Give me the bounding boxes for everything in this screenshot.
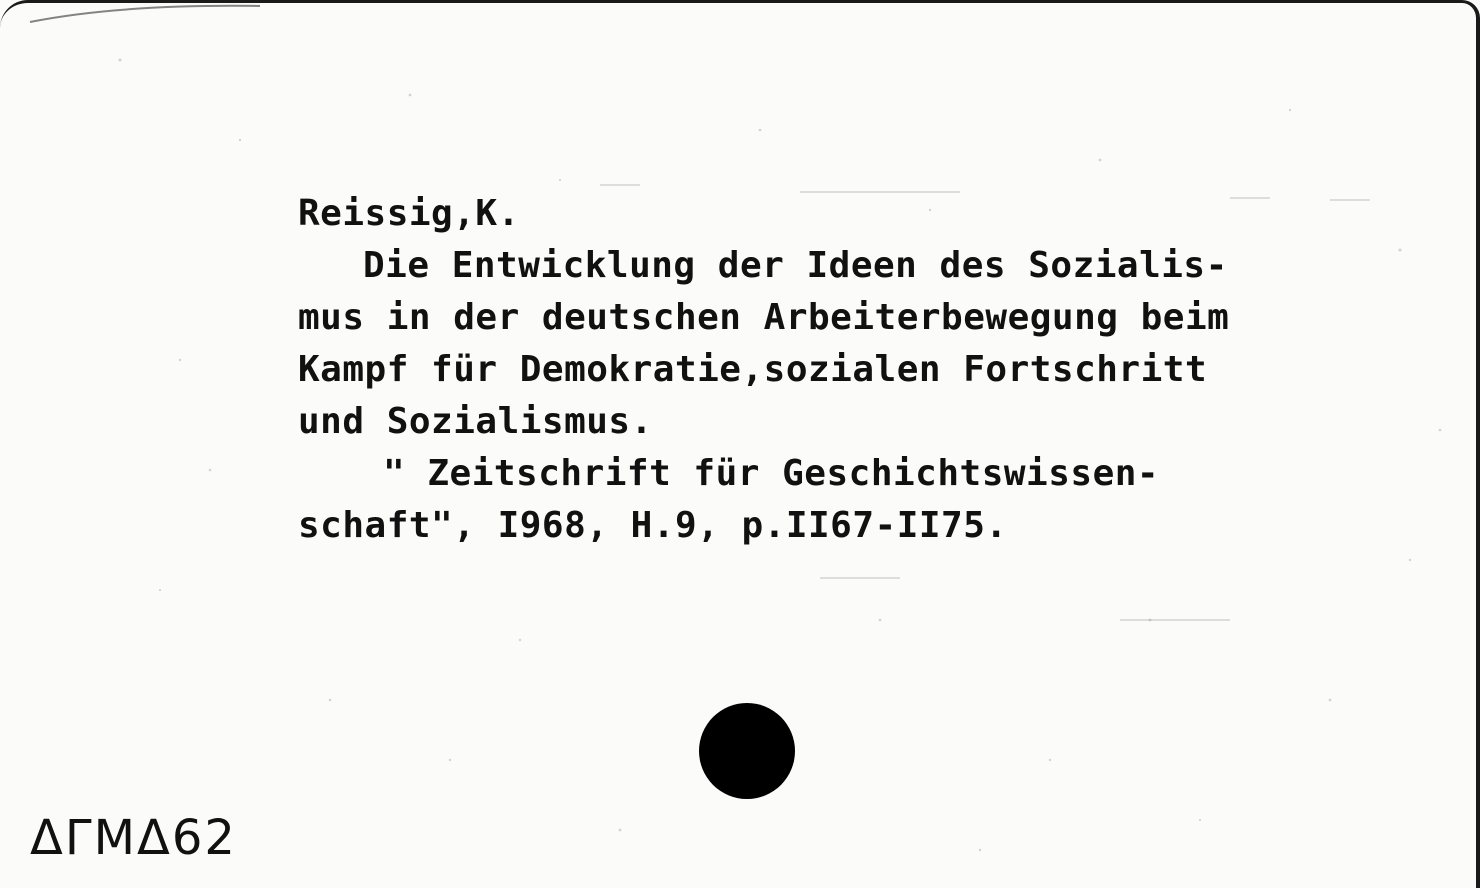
title-line: Die Entwicklung der Ideen des Sozialis- (363, 245, 1228, 286)
title-line: mus in der deutschen Arbeiterbewegung beim (298, 297, 1230, 338)
shelfmark-code: ΔΓΜΔ62 (30, 810, 237, 866)
punch-hole (699, 703, 795, 799)
title-line: Kampf für Demokratie,sozialen Fortschritt (298, 349, 1208, 390)
title-line: und Sozialismus. (298, 401, 653, 442)
source-line: " Zeitschrift für Geschichtswissen- (383, 453, 1160, 494)
author-name: Reissig,K. (298, 193, 520, 234)
source-line: schaft", I968, H.9, p.II67-II75. (298, 505, 1008, 546)
bibliographic-entry (298, 188, 1428, 552)
